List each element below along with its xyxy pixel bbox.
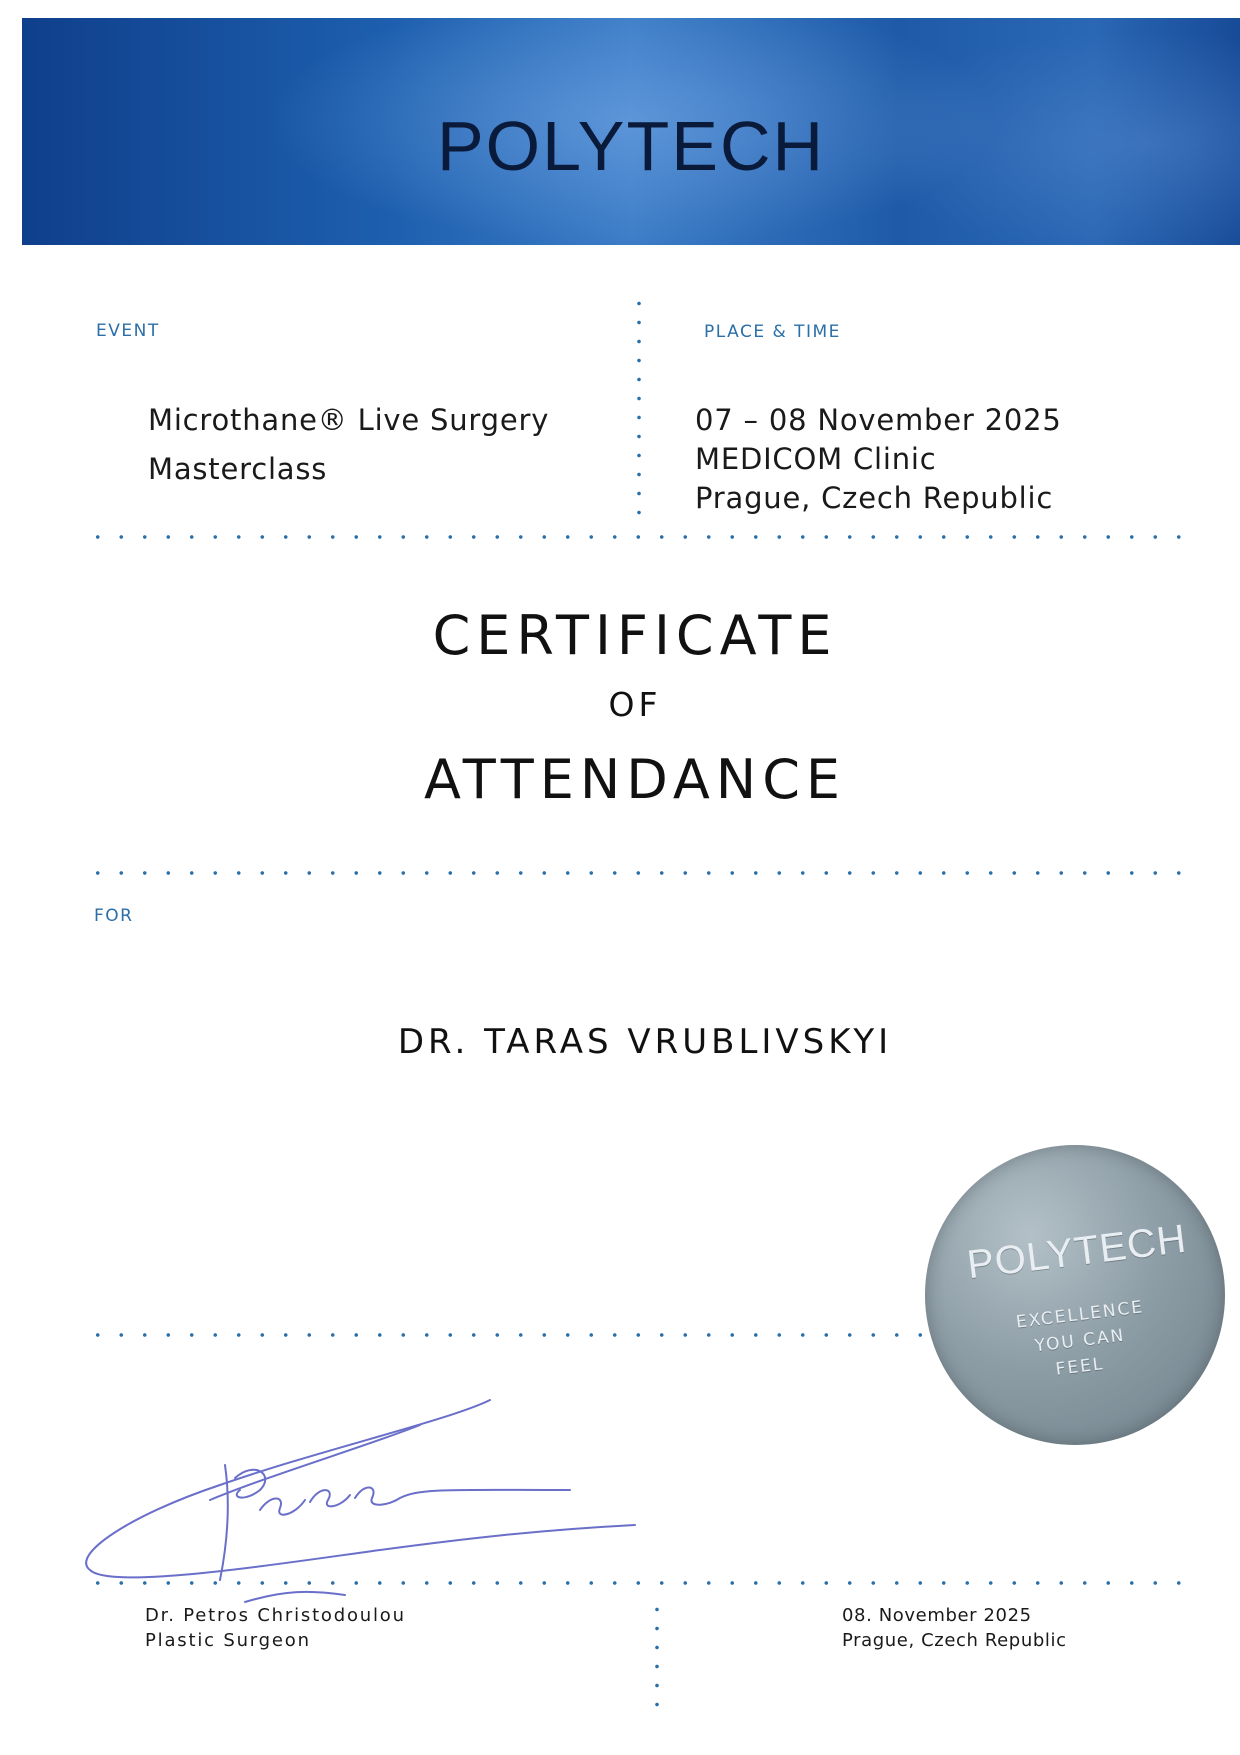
seal-tagline-1: EXCELLENCE — [1014, 1297, 1146, 1333]
place-time-details — [695, 401, 1062, 518]
header-banner — [22, 18, 1240, 245]
event-name-line1: Microthane® Live Surgery — [148, 403, 550, 437]
place-time-label: PLACE & TIME — [704, 322, 841, 342]
issue-location: Prague, Czech Republic — [842, 1630, 1067, 1651]
divider-3 — [86, 1333, 936, 1337]
divider-1 — [86, 535, 1186, 539]
event-city: Prague, Czech Republic — [695, 481, 1054, 515]
event-dates: 07 – 08 November 2025 — [695, 403, 1062, 437]
signatory-block — [145, 1603, 406, 1653]
event-name — [148, 401, 549, 489]
certificate-title-line3: ATTENDANCE — [423, 748, 847, 811]
certificate-title-line1: CERTIFICATE — [432, 604, 838, 667]
handwritten-signature — [70, 1390, 670, 1620]
seal-tagline-2: YOU CAN — [1033, 1325, 1127, 1357]
divider-2 — [86, 871, 1186, 875]
polytech-seal — [925, 1145, 1225, 1445]
brand-logo: POLYTECH — [436, 107, 826, 185]
certificate-title-line2: OF — [608, 685, 662, 724]
issue-block — [842, 1603, 1067, 1653]
top-vertical-divider — [637, 294, 641, 519]
divider-4 — [86, 1581, 1186, 1585]
signatory-name: Dr. Petros Christodoulou — [145, 1605, 406, 1626]
seal-brand: POLYTECH — [964, 1216, 1190, 1288]
event-venue: MEDICOM Clinic — [695, 442, 937, 476]
bottom-vertical-divider — [655, 1600, 659, 1710]
event-name-line2: Masterclass — [148, 452, 328, 486]
seal-tagline-3: FEEL — [1054, 1354, 1106, 1380]
signatory-title: Plastic Surgeon — [145, 1630, 311, 1651]
event-label: EVENT — [96, 321, 160, 341]
recipient-name: DR. TARAS VRUBLIVSKYI — [397, 1022, 893, 1062]
recipient-label: FOR — [94, 906, 134, 926]
issue-date: 08. November 2025 — [842, 1605, 1032, 1626]
